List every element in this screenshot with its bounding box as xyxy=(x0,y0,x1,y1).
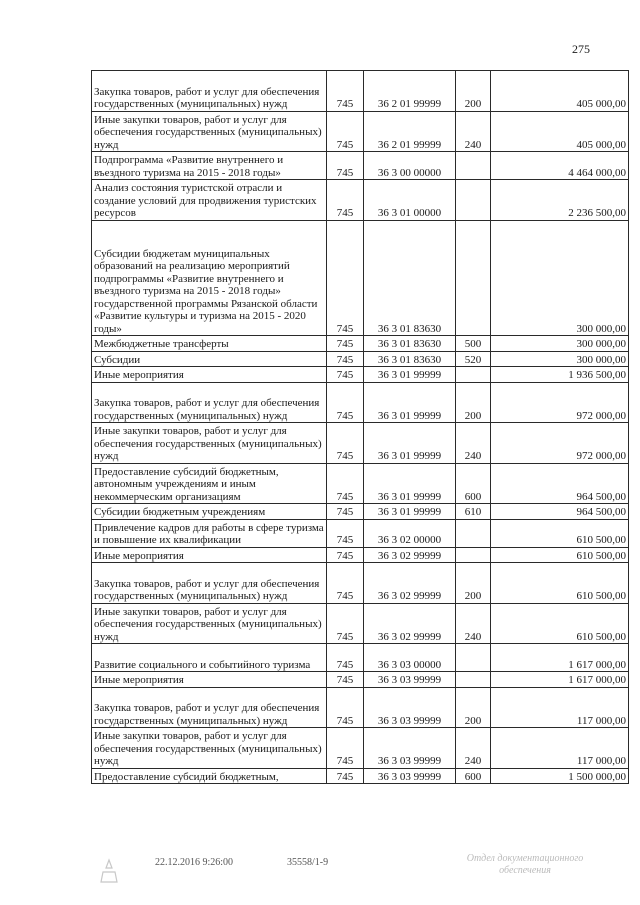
footer-stamp: Отдел документационного обеспечения xyxy=(466,853,584,876)
row-name: Субсидии бюджетам муниципальных образований на реализацию мероприятий подпрограммы «Развитие внутреннего и въездного туризма на 2015 - 2018 годы» государственной программы Рязанской области «Развитие культуры и туризма на 2015 - 2020 годы» xyxy=(92,220,327,336)
table-row xyxy=(92,336,629,352)
row-grbs: 745 xyxy=(327,111,364,152)
table-row xyxy=(92,152,629,180)
row-vr xyxy=(456,672,491,688)
row-vr: 240 xyxy=(456,111,491,152)
row-grbs: 745 xyxy=(327,547,364,563)
row-code: 36 3 03 99999 xyxy=(364,687,456,728)
row-name: Иные мероприятия xyxy=(92,672,327,688)
row-code: 36 3 01 83630 xyxy=(364,351,456,367)
table-row xyxy=(92,180,629,221)
row-name: Предоставление субсидий бюджетным, xyxy=(92,768,327,784)
row-sum: 964 500,00 xyxy=(491,463,629,504)
row-name: Субсидии xyxy=(92,351,327,367)
row-code: 36 3 03 00000 xyxy=(364,644,456,672)
row-vr: 240 xyxy=(456,728,491,769)
row-code: 36 3 03 99999 xyxy=(364,768,456,784)
row-grbs: 745 xyxy=(327,71,364,112)
row-name: Иные закупки товаров, работ и услуг для обеспечения государственных (муниципальных) нужд xyxy=(92,728,327,769)
table-row xyxy=(92,672,629,688)
table-row xyxy=(92,463,629,504)
row-name: Привлечение кадров для работы в сфере туризма и повышение их квалификации xyxy=(92,519,327,547)
row-code: 36 3 01 83630 xyxy=(364,220,456,336)
table-row xyxy=(92,220,629,336)
row-vr xyxy=(456,180,491,221)
row-name: Иные закупки товаров, работ и услуг для обеспечения государственных (муниципальных) нужд xyxy=(92,111,327,152)
row-name: Развитие социального и событийного туризма xyxy=(92,644,327,672)
row-vr: 600 xyxy=(456,463,491,504)
row-name: Подпрограмма «Развитие внутреннего и въездного туризма на 2015 - 2018 годы» xyxy=(92,152,327,180)
row-grbs: 745 xyxy=(327,367,364,383)
row-sum: 972 000,00 xyxy=(491,382,629,423)
row-grbs: 745 xyxy=(327,768,364,784)
row-vr: 240 xyxy=(456,423,491,464)
row-vr: 600 xyxy=(456,768,491,784)
row-sum: 610 500,00 xyxy=(491,563,629,604)
row-sum: 4 464 000,00 xyxy=(491,152,629,180)
row-sum: 610 500,00 xyxy=(491,603,629,644)
row-vr xyxy=(456,367,491,383)
row-sum: 2 236 500,00 xyxy=(491,180,629,221)
row-vr: 200 xyxy=(456,563,491,604)
table-row xyxy=(92,768,629,784)
row-name: Закупка товаров, работ и услуг для обеспечения государственных (муниципальных) нужд xyxy=(92,687,327,728)
row-grbs: 745 xyxy=(327,423,364,464)
row-sum: 300 000,00 xyxy=(491,336,629,352)
row-vr xyxy=(456,644,491,672)
footer-timestamp: 22.12.2016 9:26:00 xyxy=(155,857,234,868)
row-vr: 610 xyxy=(456,504,491,520)
row-name: Иные закупки товаров, работ и услуг для обеспечения государственных (муниципальных) нужд xyxy=(92,603,327,644)
row-vr xyxy=(456,220,491,336)
row-vr: 500 xyxy=(456,336,491,352)
row-code: 36 3 00 00000 xyxy=(364,152,456,180)
row-name: Иные мероприятия xyxy=(92,367,327,383)
row-code: 36 3 02 99999 xyxy=(364,547,456,563)
row-vr: 520 xyxy=(456,351,491,367)
footer-doc-id: 35558/1-9 xyxy=(287,857,329,868)
row-code: 36 3 03 99999 xyxy=(364,728,456,769)
row-code: 36 2 01 99999 xyxy=(364,111,456,152)
row-vr xyxy=(456,547,491,563)
table-row xyxy=(92,547,629,563)
row-sum: 117 000,00 xyxy=(491,728,629,769)
table-row xyxy=(92,367,629,383)
row-grbs: 745 xyxy=(327,603,364,644)
table-row xyxy=(92,644,629,672)
row-grbs: 745 xyxy=(327,351,364,367)
row-grbs: 745 xyxy=(327,687,364,728)
row-code: 36 3 01 83630 xyxy=(364,336,456,352)
table-row xyxy=(92,351,629,367)
row-grbs: 745 xyxy=(327,180,364,221)
row-vr: 240 xyxy=(456,603,491,644)
budget-table xyxy=(91,70,629,784)
row-grbs: 745 xyxy=(327,463,364,504)
table-row xyxy=(92,111,629,152)
row-code: 36 3 01 99999 xyxy=(364,463,456,504)
table-row xyxy=(92,563,629,604)
row-name: Закупка товаров, работ и услуг для обеспечения государственных (муниципальных) нужд xyxy=(92,563,327,604)
table-row xyxy=(92,687,629,728)
row-code: 36 3 02 99999 xyxy=(364,563,456,604)
row-sum: 405 000,00 xyxy=(491,111,629,152)
table-row xyxy=(92,519,629,547)
row-grbs: 745 xyxy=(327,728,364,769)
row-name: Субсидии бюджетным учреждениям xyxy=(92,504,327,520)
table-row xyxy=(92,423,629,464)
row-sum: 300 000,00 xyxy=(491,220,629,336)
row-code: 36 2 01 99999 xyxy=(364,71,456,112)
row-name: Предоставление субсидий бюджетным, автономным учреждениям и иным некоммерческим организациям xyxy=(92,463,327,504)
row-sum: 972 000,00 xyxy=(491,423,629,464)
row-sum: 1 936 500,00 xyxy=(491,367,629,383)
row-sum: 1 500 000,00 xyxy=(491,768,629,784)
row-code: 36 3 01 99999 xyxy=(364,367,456,383)
row-code: 36 3 01 99999 xyxy=(364,382,456,423)
row-grbs: 745 xyxy=(327,672,364,688)
row-grbs: 745 xyxy=(327,152,364,180)
table-row xyxy=(92,728,629,769)
row-grbs: 745 xyxy=(327,563,364,604)
row-code: 36 3 02 00000 xyxy=(364,519,456,547)
table-row xyxy=(92,603,629,644)
row-grbs: 745 xyxy=(327,336,364,352)
row-sum: 117 000,00 xyxy=(491,687,629,728)
row-grbs: 745 xyxy=(327,504,364,520)
table-row xyxy=(92,504,629,520)
table-row xyxy=(92,71,629,112)
row-grbs: 745 xyxy=(327,644,364,672)
row-sum: 1 617 000,00 xyxy=(491,672,629,688)
row-name: Закупка товаров, работ и услуг для обеспечения государственных (муниципальных) нужд xyxy=(92,382,327,423)
row-name: Иные закупки товаров, работ и услуг для обеспечения государственных (муниципальных) нужд xyxy=(92,423,327,464)
row-sum: 405 000,00 xyxy=(491,71,629,112)
row-name: Межбюджетные трансферты xyxy=(92,336,327,352)
row-code: 36 3 01 00000 xyxy=(364,180,456,221)
row-vr: 200 xyxy=(456,382,491,423)
row-sum: 964 500,00 xyxy=(491,504,629,520)
row-code: 36 3 03 99999 xyxy=(364,672,456,688)
row-code: 36 3 01 99999 xyxy=(364,423,456,464)
page-number: 275 xyxy=(572,42,590,56)
row-vr xyxy=(456,152,491,180)
row-code: 36 3 02 99999 xyxy=(364,603,456,644)
row-vr xyxy=(456,519,491,547)
row-vr: 200 xyxy=(456,687,491,728)
row-name: Иные мероприятия xyxy=(92,547,327,563)
row-sum: 1 617 000,00 xyxy=(491,644,629,672)
row-name: Анализ состояния туристской отрасли и создание условий для продвижения туристских ресурсов xyxy=(92,180,327,221)
row-vr: 200 xyxy=(456,71,491,112)
row-grbs: 745 xyxy=(327,382,364,423)
row-sum: 610 500,00 xyxy=(491,519,629,547)
row-grbs: 745 xyxy=(327,519,364,547)
row-sum: 300 000,00 xyxy=(491,351,629,367)
row-grbs: 745 xyxy=(327,220,364,336)
table-row xyxy=(92,382,629,423)
row-name: Закупка товаров, работ и услуг для обеспечения государственных (муниципальных) нужд xyxy=(92,71,327,112)
row-sum: 610 500,00 xyxy=(491,547,629,563)
row-code: 36 3 01 99999 xyxy=(364,504,456,520)
scanner-logo-icon xyxy=(98,858,120,884)
